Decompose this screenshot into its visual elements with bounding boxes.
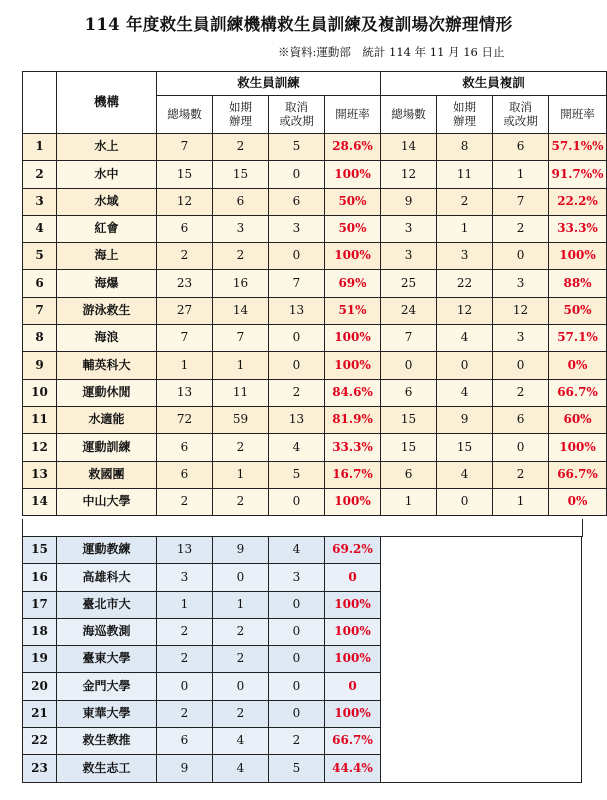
training-cancelled: 0	[269, 161, 325, 188]
training-rate: 100%	[325, 618, 381, 645]
source-note: ※資料:運動部 統計 114 年 11 月 16 日止	[278, 45, 505, 59]
training-rate: 100%	[325, 352, 381, 379]
table-row	[23, 434, 607, 461]
training-total: 2	[157, 646, 213, 673]
retraining-total: 14	[381, 134, 437, 161]
institution-name: 海巡教測	[57, 618, 157, 645]
retraining-cancelled: 2	[493, 215, 549, 242]
retraining-total: 15	[381, 406, 437, 433]
retraining-rate: 0%	[549, 488, 607, 515]
retraining-total: 0	[381, 352, 437, 379]
training-held: 2	[213, 434, 269, 461]
training-total: 15	[157, 161, 213, 188]
institution-name: 臺東大學	[57, 646, 157, 673]
retraining-held: 4	[437, 379, 493, 406]
training-rate: 50%	[325, 188, 381, 215]
institution-name: 水域	[57, 188, 157, 215]
training-total: 2	[157, 618, 213, 645]
training-rate: 100%	[325, 243, 381, 270]
retraining-total: 6	[381, 461, 437, 488]
table-row	[23, 161, 607, 188]
retraining-total: 24	[381, 297, 437, 324]
institution-name: 高雄科大	[57, 564, 157, 591]
institution-name: 東華大學	[57, 700, 157, 727]
training-held: 2	[213, 488, 269, 515]
table-row	[23, 728, 381, 755]
retraining-total: 1	[381, 488, 437, 515]
training-total: 12	[157, 188, 213, 215]
training-rate: 50%	[325, 215, 381, 242]
table-row	[23, 134, 607, 161]
retraining-held: 3	[437, 243, 493, 270]
retraining-total: 7	[381, 325, 437, 352]
main-table	[22, 71, 607, 516]
row-number: 6	[23, 270, 57, 297]
training-held: 59	[213, 406, 269, 433]
retraining-rate: 0%	[549, 352, 607, 379]
retraining-rate: 66.7%	[549, 461, 607, 488]
table-row	[23, 270, 607, 297]
training-rate: 66.7%	[325, 728, 381, 755]
retraining-held: 4	[437, 461, 493, 488]
retraining-rate: 100%	[549, 434, 607, 461]
institution-name: 救國團	[57, 461, 157, 488]
training-cancelled: 0	[269, 488, 325, 515]
table-row	[23, 215, 607, 242]
header-total: 總場數	[157, 96, 213, 134]
training-cancelled: 13	[269, 406, 325, 433]
retraining-rate: 66.7%	[549, 379, 607, 406]
training-held: 4	[213, 728, 269, 755]
training-held: 2	[213, 646, 269, 673]
header-blank	[23, 72, 57, 134]
institution-name: 運動教練	[57, 537, 157, 564]
retraining-total: 25	[381, 270, 437, 297]
training-held: 0	[213, 564, 269, 591]
table-row	[23, 297, 607, 324]
training-held: 2	[213, 618, 269, 645]
training-rate: 81.9%	[325, 406, 381, 433]
training-total: 3	[157, 564, 213, 591]
training-total: 6	[157, 215, 213, 242]
training-total: 13	[157, 537, 213, 564]
training-held: 1	[213, 352, 269, 379]
training-cancelled: 5	[269, 755, 325, 782]
institution-name: 海上	[57, 243, 157, 270]
training-cancelled: 0	[269, 673, 325, 700]
training-cancelled: 4	[269, 434, 325, 461]
training-rate: 0	[325, 564, 381, 591]
header-retraining: 救生員複訓	[381, 72, 607, 96]
table-row	[23, 188, 607, 215]
retraining-total: 3	[381, 243, 437, 270]
retraining-cancelled: 6	[493, 406, 549, 433]
training-rate: 100%	[325, 325, 381, 352]
institution-name: 金門大學	[57, 673, 157, 700]
training-cancelled: 0	[269, 646, 325, 673]
institution-name: 運動休閒	[57, 379, 157, 406]
table-row	[23, 379, 607, 406]
training-cancelled: 5	[269, 134, 325, 161]
training-held: 6	[213, 188, 269, 215]
training-rate: 84.6%	[325, 379, 381, 406]
table-row	[23, 618, 381, 645]
training-cancelled: 13	[269, 297, 325, 324]
retraining-held: 4	[437, 325, 493, 352]
training-cancelled: 0	[269, 700, 325, 727]
retraining-cancelled: 3	[493, 325, 549, 352]
row-number: 23	[23, 755, 57, 782]
row-number: 2	[23, 161, 57, 188]
row-number: 14	[23, 488, 57, 515]
training-cancelled: 0	[269, 591, 325, 618]
retraining-held: 1	[437, 215, 493, 242]
second-table	[22, 536, 381, 783]
training-rate: 100%	[325, 591, 381, 618]
training-rate: 100%	[325, 646, 381, 673]
retraining-rate: 57.1%	[549, 325, 607, 352]
training-cancelled: 3	[269, 564, 325, 591]
row-number: 20	[23, 673, 57, 700]
table-row	[23, 537, 381, 564]
row-number: 1	[23, 134, 57, 161]
row-number: 5	[23, 243, 57, 270]
table-row	[23, 325, 607, 352]
row-number: 22	[23, 728, 57, 755]
training-cancelled: 7	[269, 270, 325, 297]
retraining-rate: 33.3%	[549, 215, 607, 242]
training-cancelled: 3	[269, 215, 325, 242]
retraining-total: 9	[381, 188, 437, 215]
training-cancelled: 0	[269, 352, 325, 379]
retraining-cancelled: 1	[493, 488, 549, 515]
training-rate: 100%	[325, 700, 381, 727]
institution-name: 救生志工	[57, 755, 157, 782]
training-rate: 100%	[325, 488, 381, 515]
row-number: 7	[23, 297, 57, 324]
training-total: 6	[157, 461, 213, 488]
retraining-held: 2	[437, 188, 493, 215]
header-held: 如期 辦理	[213, 96, 269, 134]
retraining-held: 12	[437, 297, 493, 324]
training-cancelled: 0	[269, 243, 325, 270]
row-number: 10	[23, 379, 57, 406]
institution-name: 海浪	[57, 325, 157, 352]
training-rate: 33.3%	[325, 434, 381, 461]
row-number: 19	[23, 646, 57, 673]
retraining-total: 3	[381, 215, 437, 242]
retraining-total: 15	[381, 434, 437, 461]
training-total: 6	[157, 434, 213, 461]
retraining-rate: 100%	[549, 243, 607, 270]
table-row	[23, 673, 381, 700]
training-total: 2	[157, 243, 213, 270]
training-cancelled: 0	[269, 325, 325, 352]
training-held: 15	[213, 161, 269, 188]
training-rate: 69%	[325, 270, 381, 297]
training-held: 1	[213, 591, 269, 618]
retraining-cancelled: 0	[493, 434, 549, 461]
training-held: 11	[213, 379, 269, 406]
training-total: 7	[157, 134, 213, 161]
retraining-rate: 88%	[549, 270, 607, 297]
retraining-cancelled: 0	[493, 243, 549, 270]
training-total: 23	[157, 270, 213, 297]
training-held: 9	[213, 537, 269, 564]
retraining-cancelled: 2	[493, 461, 549, 488]
retraining-held: 22	[437, 270, 493, 297]
retraining-rate: 50%	[549, 297, 607, 324]
training-cancelled: 2	[269, 728, 325, 755]
table-row	[23, 243, 607, 270]
training-total: 6	[157, 728, 213, 755]
training-total: 27	[157, 297, 213, 324]
institution-name: 水適能	[57, 406, 157, 433]
retraining-rate: 22.2%	[549, 188, 607, 215]
retraining-cancelled: 2	[493, 379, 549, 406]
row-number: 4	[23, 215, 57, 242]
header-held: 如期 辦理	[437, 96, 493, 134]
retraining-cancelled: 6	[493, 134, 549, 161]
training-cancelled: 2	[269, 379, 325, 406]
table-row	[23, 564, 381, 591]
retraining-rate: 60%	[549, 406, 607, 433]
training-total: 72	[157, 406, 213, 433]
training-total: 7	[157, 325, 213, 352]
institution-name: 臺北市大	[57, 591, 157, 618]
training-total: 13	[157, 379, 213, 406]
retraining-cancelled: 3	[493, 270, 549, 297]
row-number: 18	[23, 618, 57, 645]
institution-name: 海爆	[57, 270, 157, 297]
training-total: 1	[157, 352, 213, 379]
row-number: 8	[23, 325, 57, 352]
training-rate: 16.7%	[325, 461, 381, 488]
header-training: 救生員訓練	[157, 72, 381, 96]
institution-name: 水上	[57, 134, 157, 161]
training-rate: 51%	[325, 297, 381, 324]
table-row	[23, 646, 381, 673]
retraining-rate: 91.7%%	[549, 161, 607, 188]
training-held: 0	[213, 673, 269, 700]
training-total: 2	[157, 488, 213, 515]
header-cancel: 取消 或改期	[269, 96, 325, 134]
training-rate: 0	[325, 673, 381, 700]
training-held: 16	[213, 270, 269, 297]
training-held: 2	[213, 243, 269, 270]
institution-name: 運動訓練	[57, 434, 157, 461]
header-institution: 機構	[57, 72, 157, 134]
training-total: 9	[157, 755, 213, 782]
training-cancelled: 4	[269, 537, 325, 564]
institution-name: 游泳救生	[57, 297, 157, 324]
training-held: 7	[213, 325, 269, 352]
training-total: 2	[157, 700, 213, 727]
retraining-held: 8	[437, 134, 493, 161]
retraining-cancelled: 12	[493, 297, 549, 324]
table-row	[23, 406, 607, 433]
training-held: 4	[213, 755, 269, 782]
training-cancelled: 0	[269, 618, 325, 645]
row-number: 21	[23, 700, 57, 727]
training-rate: 69.2%	[325, 537, 381, 564]
retraining-held: 0	[437, 352, 493, 379]
institution-name: 輔英科大	[57, 352, 157, 379]
training-held: 3	[213, 215, 269, 242]
institution-name: 救生教推	[57, 728, 157, 755]
table-row	[23, 755, 381, 782]
training-held: 14	[213, 297, 269, 324]
training-held: 1	[213, 461, 269, 488]
table-row	[23, 591, 381, 618]
training-total: 1	[157, 591, 213, 618]
retraining-held: 0	[437, 488, 493, 515]
training-held: 2	[213, 700, 269, 727]
row-number: 3	[23, 188, 57, 215]
header-rate: 開班率	[549, 96, 607, 134]
retraining-cancelled: 7	[493, 188, 549, 215]
training-total: 0	[157, 673, 213, 700]
table-row	[23, 461, 607, 488]
retraining-total: 12	[381, 161, 437, 188]
table-row	[23, 700, 381, 727]
institution-name: 中山大學	[57, 488, 157, 515]
retraining-rate: 57.1%%	[549, 134, 607, 161]
row-number: 15	[23, 537, 57, 564]
retraining-held: 9	[437, 406, 493, 433]
training-rate: 28.6%	[325, 134, 381, 161]
retraining-cancelled: 0	[493, 352, 549, 379]
row-number: 12	[23, 434, 57, 461]
header-cancel: 取消 或改期	[493, 96, 549, 134]
retraining-held: 15	[437, 434, 493, 461]
table-gap	[22, 519, 583, 537]
retraining-held: 11	[437, 161, 493, 188]
row-number: 17	[23, 591, 57, 618]
blank-area	[380, 536, 582, 783]
training-rate: 100%	[325, 161, 381, 188]
row-number: 13	[23, 461, 57, 488]
retraining-cancelled: 1	[493, 161, 549, 188]
table-row	[23, 352, 607, 379]
header-total: 總場數	[381, 96, 437, 134]
institution-name: 水中	[57, 161, 157, 188]
row-number: 16	[23, 564, 57, 591]
table-row	[23, 488, 607, 515]
row-number: 11	[23, 406, 57, 433]
header-rate: 開班率	[325, 96, 381, 134]
training-cancelled: 5	[269, 461, 325, 488]
page-title: 114 年度救生員訓練機構救生員訓練及複訓場次辦理情形	[84, 15, 513, 34]
training-rate: 44.4%	[325, 755, 381, 782]
retraining-total: 6	[381, 379, 437, 406]
row-number: 9	[23, 352, 57, 379]
training-cancelled: 6	[269, 188, 325, 215]
training-held: 2	[213, 134, 269, 161]
institution-name: 紅會	[57, 215, 157, 242]
